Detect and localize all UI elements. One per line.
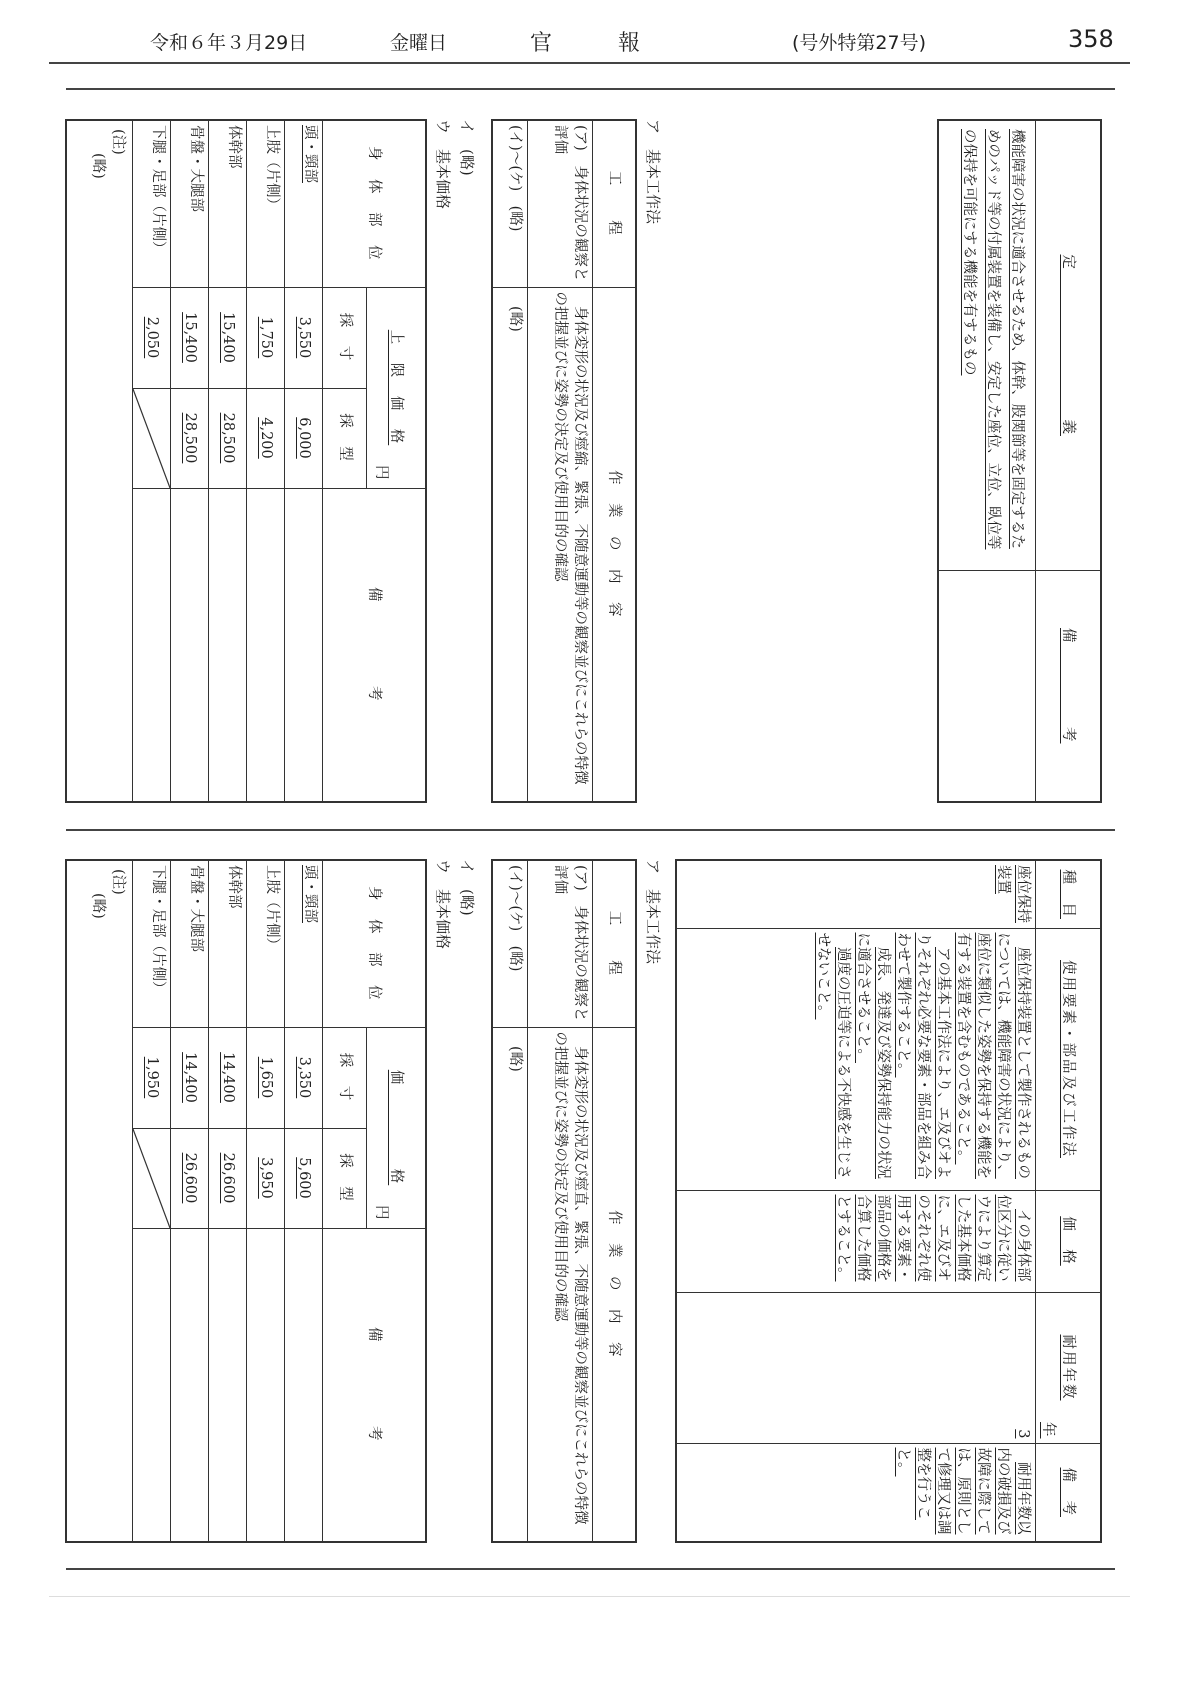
item-i-line: イ (略) [458, 119, 476, 176]
remarks-cell [171, 488, 209, 802]
price-header-label: 価 格 [388, 1069, 405, 1186]
mold-price: 26,600 [220, 1152, 236, 1204]
life-unit: 年 [1040, 1422, 1057, 1439]
mold-price: 28,500 [182, 412, 198, 464]
table-row [247, 860, 285, 1542]
method-header [1036, 928, 1101, 1190]
note-label: (注) [110, 869, 127, 895]
definition-cell [938, 120, 1036, 570]
body-part-cell: 下腿・足部（片側） [133, 860, 171, 1027]
body-part-cell: 体幹部 [209, 860, 247, 1027]
life-cell [676, 1292, 1036, 1443]
measure-price: 15,400 [220, 312, 236, 363]
method-paragraph: 過度の圧迫等による不快感を生じさせないこと。 [815, 932, 852, 1179]
measure-price: 1,750 [258, 316, 274, 359]
note-body: (略) [90, 153, 107, 179]
price-header-label: 上 限 価 格 [388, 329, 405, 446]
remarks-cell [247, 1228, 285, 1542]
definition-table [937, 119, 1102, 803]
content-header: 作 業 の 内 容 [593, 287, 636, 802]
measure-price: 14,400 [182, 1052, 198, 1103]
mold-price: 3,950 [258, 1157, 274, 1199]
body-part: 頭・頸部 [302, 865, 319, 923]
measure-price: 14,400 [220, 1052, 236, 1103]
page-number: 358 [1068, 25, 1114, 53]
top-section [65, 119, 1102, 801]
remarks-header [1036, 570, 1101, 802]
process-title: ア 基本工作法 [644, 119, 662, 225]
mold-header: 採 型 [323, 388, 367, 488]
note-body: (略) [90, 893, 107, 919]
price-header [367, 1027, 426, 1228]
item-u-line: ウ 基本価格 [434, 859, 452, 950]
method-paragraph: 成長、発達及び姿勢保持能力の状況に適合させること。 [855, 932, 892, 1179]
remarks-cell [133, 488, 171, 802]
measure-header: 採 寸 [323, 287, 367, 388]
note-cell [66, 120, 133, 802]
body-part-cell: 体幹部 [209, 120, 247, 287]
content-cell: 身体変形の状況及び痙縮、緊張、不随意運動等の観察並びにこれらの特徴の把握並びに姿勢の決定及び使用目的の確認 [528, 287, 593, 802]
table-row [209, 120, 247, 802]
price-header [367, 287, 426, 488]
body-part-cell [285, 120, 323, 287]
note-label: (注) [110, 129, 127, 155]
price-text: イの身体部位区分に従いウにより算定した基本価格に、エ及びオのそれぞれ使用する要素・部品の価格を合算した価格とすること。 [835, 1194, 1032, 1282]
table-row [133, 120, 171, 802]
remarks-cell [285, 488, 323, 802]
gazette-title: 官 報 [530, 31, 641, 56]
remarks-header: 備 考 [323, 1228, 426, 1542]
body-part-header: 身 体 部 位 [323, 860, 426, 1027]
price-unit: 円 [373, 465, 390, 482]
remarks-header-label: 備 考 [1060, 628, 1077, 744]
step-header: 工 程 [593, 860, 636, 1027]
table-row [247, 120, 285, 802]
item-table [675, 859, 1102, 1543]
definition-text: 機能障害の状況に適合させるため、体幹、股関節等を固定するためのパッド等の付属装置を装備し、安定した座位、立位、臥位等の保持を可能にする機能を有するもの [961, 129, 1026, 550]
method-paragraph: 座位保持装置として製作されるものについては、機能障害の状況により、座位に類似した姿勢を保持する機能を有する装置を含むものであること。 [955, 932, 1032, 1179]
price-table [65, 859, 427, 1543]
price-header-label: 価 格 [1060, 1216, 1077, 1266]
table-row [285, 120, 323, 802]
body-part-cell: 骨盤・大腿部 [171, 860, 209, 1027]
mold-price: 4,200 [258, 417, 274, 459]
body-part: 頭・頸部 [302, 125, 319, 183]
issue-date: 令和６年３月29日 [150, 32, 308, 54]
price-header [1036, 1190, 1101, 1292]
step-header: 工 程 [593, 120, 636, 287]
diagonal-slash [134, 389, 171, 488]
item-header-label: 種 目 [1060, 869, 1077, 919]
measure-price: 15,400 [182, 312, 198, 363]
mold-header: 採 型 [323, 1128, 367, 1228]
item-header [1036, 860, 1101, 928]
process-table [491, 119, 637, 803]
process-title: ア 基本工作法 [644, 859, 662, 965]
life-value: 3 [1015, 1429, 1032, 1439]
method-cell [676, 928, 1036, 1190]
content-cell: (略) [492, 287, 528, 802]
price-unit: 円 [373, 1205, 390, 1222]
issue-weekday: 金曜日 [390, 32, 448, 54]
measure-header: 採 寸 [323, 1027, 367, 1128]
item-cell [676, 860, 1036, 928]
process-table [491, 859, 637, 1543]
table-row [171, 860, 209, 1542]
measure-price: 1,950 [144, 1056, 160, 1099]
remarks-cell [133, 1228, 171, 1542]
table-row [285, 860, 323, 1542]
definition-header-label: 定 義 [1060, 254, 1077, 436]
method-paragraph: アの基本工作法により、エ及びオよりそれぞれ必要な要素・部品を組み合わせて製作すること。 [895, 932, 952, 1179]
remarks-header: 備 考 [323, 488, 426, 802]
method-header-label: 使用要素・部品及び工作法 [1060, 960, 1077, 1158]
remarks-cell [938, 570, 1036, 802]
body-part-cell: 骨盤・大腿部 [171, 120, 209, 287]
content-cell: (略) [492, 1027, 528, 1542]
item-name: 座位保持装置 [995, 865, 1032, 923]
footer-rule [49, 1596, 1130, 1597]
measure-price: 3,350 [296, 1056, 312, 1099]
remarks-cell [676, 1443, 1036, 1542]
measure-price: 2,050 [144, 316, 160, 359]
not-applicable-cell [133, 388, 171, 488]
life-header-label: 耐用年数 [1060, 1334, 1077, 1401]
body-part-cell: 上肢（片側） [247, 860, 285, 1027]
remarks-cell [285, 1228, 323, 1542]
step-cell: (イ)～(ケ) (略) [492, 120, 528, 287]
note-cell [66, 860, 133, 1542]
remarks-header [1036, 1443, 1101, 1542]
mold-price: 26,600 [182, 1152, 198, 1204]
definition-header [1036, 120, 1101, 570]
remarks-cell [171, 1228, 209, 1542]
price-cell [676, 1190, 1036, 1292]
divider-rule [66, 1568, 1115, 1570]
remarks-cell [247, 488, 285, 802]
step-cell: (ア) 身体状況の観察と評価 [528, 120, 593, 287]
divider-rule [66, 88, 1115, 90]
bottom-section [65, 859, 1102, 1541]
body-part-cell: 下腿・足部（片側） [133, 120, 171, 287]
divider-rule [66, 829, 1115, 831]
item-i-line: イ (略) [458, 859, 476, 916]
step-cell: (ア) 身体状況の観察と評価 [528, 860, 593, 1027]
header-rule [49, 62, 1130, 64]
measure-price: 1,650 [258, 1056, 274, 1099]
mold-price: 6,000 [296, 417, 312, 459]
mold-price: 28,500 [220, 412, 236, 464]
body-part-cell [285, 860, 323, 1027]
table-row [171, 120, 209, 802]
body-part-cell: 上肢（片側） [247, 120, 285, 287]
issue-number: (号外特第27号) [792, 32, 927, 54]
remarks-text: 耐用年数以内の破損及び故障に際しては、原則として修理又は調整を行うこと。 [895, 1447, 1032, 1535]
remarks-cell [209, 1228, 247, 1542]
content-header: 作 業 の 内 容 [593, 1027, 636, 1542]
not-applicable-cell [133, 1128, 171, 1228]
step-cell: (イ)～(ケ) (略) [492, 860, 528, 1027]
diagonal-slash [134, 1129, 171, 1228]
mold-price: 5,600 [296, 1157, 312, 1199]
item-u-line: ウ 基本価格 [434, 119, 452, 210]
table-row [133, 860, 171, 1542]
table-row [209, 860, 247, 1542]
remarks-cell [209, 488, 247, 802]
measure-price: 3,550 [296, 316, 312, 359]
body-part-header: 身 体 部 位 [323, 120, 426, 287]
content-cell: 身体変形の状況及び痙直、緊張、不随意運動等の観察並びにこれらの特徴の把握並びに姿勢の決定及び使用目的の確認 [528, 1027, 593, 1542]
remarks-header-label: 備 考 [1060, 1467, 1077, 1517]
life-header [1036, 1292, 1101, 1443]
price-table [65, 119, 427, 803]
